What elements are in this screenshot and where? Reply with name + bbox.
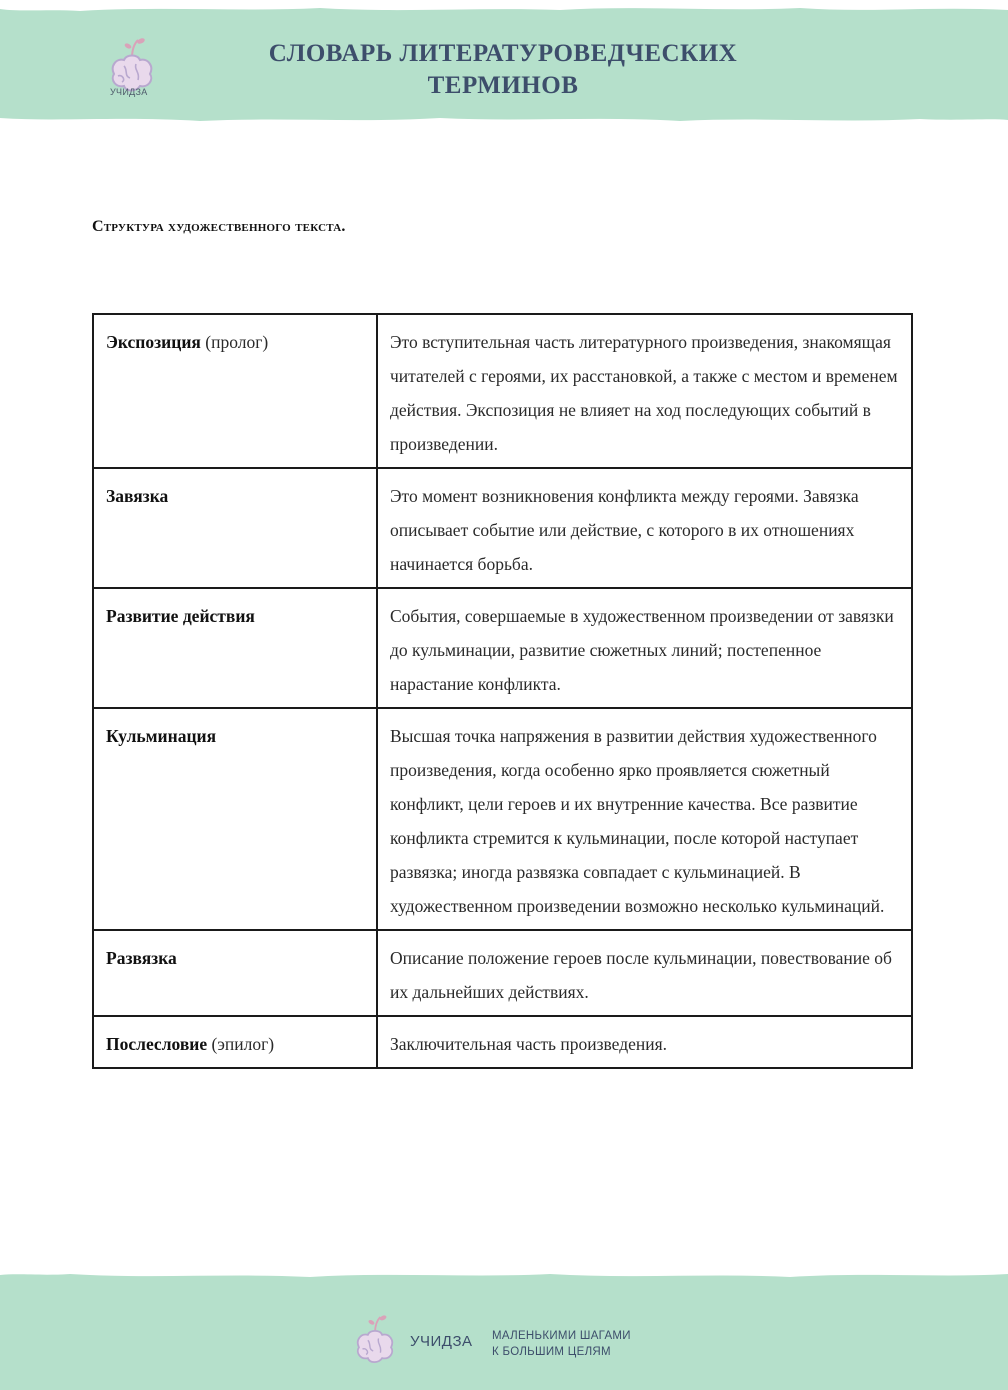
term-cell: [93, 930, 377, 1016]
brain-sprout-icon: [350, 1312, 400, 1372]
definition-cell: События, совершаемые в художественном произведении от завязки до кульминации, развитие сюжетных линий; постепенное нарастание конфликта.: [377, 588, 912, 708]
term-cell: [93, 708, 377, 930]
document-title: [200, 38, 806, 102]
title-line-2: ТЕРМИНОВ: [427, 72, 579, 99]
definition-cell: Высшая точка напряжения в развитии действия художественного произведения, когда особенно ярко проявляется сюжетный конфликт, цели героев и их внутренние качества. Все развитие конфликта стремится к кульминации, после которой наступает развязка; иногда развязка совпадает с кульминацией. В художественном произведении возможно несколько кульминаций.: [377, 708, 912, 930]
definition-cell: Это момент возникновения конфликта между героями. Завязка описывает событие или действие, с которого в их отношениях начинается борьба.: [377, 468, 912, 588]
logo-text: УЧИДЗА: [110, 87, 148, 97]
slogan-line-1: МАЛЕНЬКИМИ ШАГАМИ: [492, 1330, 631, 1342]
term-cell: [93, 468, 377, 588]
slogan-line-2: К БОЛЬШИМ ЦЕЛЯМ: [492, 1346, 611, 1358]
term-cell: [93, 1016, 377, 1068]
title-line-1: СЛОВАРЬ ЛИТЕРАТУРОВЕДЧЕСКИХ: [268, 40, 738, 67]
table-row: [93, 314, 912, 468]
table-row: [93, 588, 912, 708]
terms-table-body: [93, 314, 912, 1068]
definition-cell: Это вступительная часть литературного произведения, знакомящая читателей с героями, их расстановкой, а также с местом и временем действия. Экспозиция не влияет на ход последующих событий в произведении.: [377, 314, 912, 468]
term-cell: [93, 314, 377, 468]
term-name: Экспозиция: [106, 332, 201, 352]
definition-cell: Заключительная часть произведения.: [377, 1016, 912, 1068]
table-row: [93, 708, 912, 930]
term-cell: [93, 588, 377, 708]
term-name: Послесловие: [106, 1034, 208, 1054]
table-row: [93, 1016, 912, 1068]
definition-cell: Описание положение героев после кульминации, повествование об их дальнейших действиях.: [377, 930, 912, 1016]
brush-edge-decoration: [0, 1268, 1008, 1288]
footer-brand: УЧИДЗА: [410, 1333, 473, 1350]
terms-table: [92, 313, 913, 1069]
term-name: Развязка: [106, 948, 177, 968]
section-heading: Структура художественного текста.: [92, 218, 346, 235]
term-name: Кульминация: [106, 726, 217, 746]
term-note: (эпилог): [207, 1034, 275, 1054]
term-name: Развитие действия: [106, 606, 255, 626]
term-note: (пролог): [200, 332, 269, 352]
header-band: [0, 0, 1008, 130]
table-row: [93, 930, 912, 1016]
footer-band: [0, 1268, 1008, 1390]
footer-slogan: [492, 1328, 631, 1360]
table-row: [93, 468, 912, 588]
term-name: Завязка: [106, 486, 169, 506]
